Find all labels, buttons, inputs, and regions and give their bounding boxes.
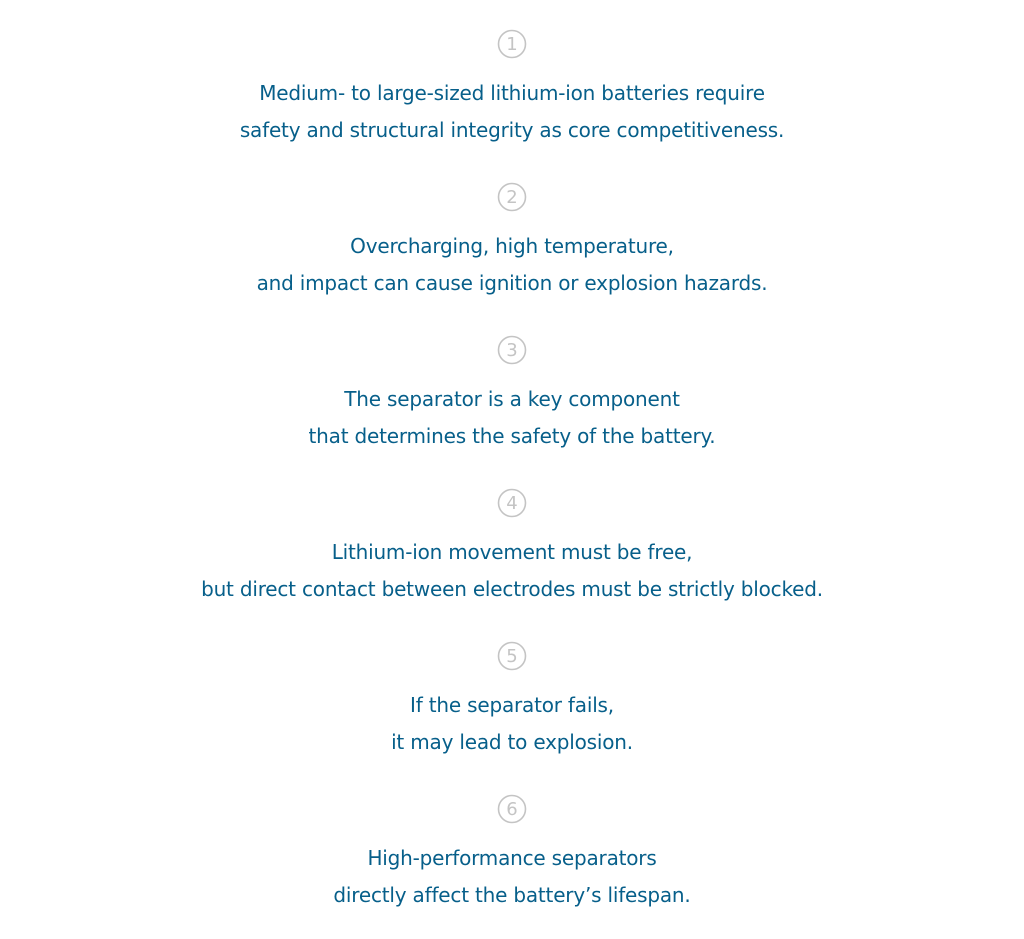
statement-line: that determines the safety of the battery.	[308, 424, 716, 448]
svg-text:5: 5	[506, 646, 518, 667]
circled-number-3-icon	[497, 335, 527, 365]
statement-line: directly affect the battery’s lifespan.	[333, 883, 691, 907]
svg-text:1: 1	[506, 34, 518, 55]
svg-text:6: 6	[506, 799, 518, 820]
statement-line: If the separator fails,	[410, 693, 614, 717]
circled-number-2-icon	[497, 182, 527, 212]
svg-text:4: 4	[506, 493, 518, 514]
svg-text:2: 2	[506, 187, 518, 208]
statement-line: Lithium-ion movement must be free,	[331, 540, 693, 564]
circled-number-5-icon	[497, 641, 527, 671]
statement-line: and impact can cause ignition or explosion hazards.	[256, 271, 768, 295]
statement-line: Overcharging, high temperature,	[350, 234, 674, 258]
circled-number-4-icon	[497, 488, 527, 518]
statement-line: it may lead to explosion.	[391, 730, 633, 754]
statement-line: The separator is a key component	[344, 387, 680, 411]
svg-text:3: 3	[506, 340, 518, 361]
list-item	[0, 488, 1024, 608]
list-item	[0, 794, 1024, 914]
statement-line: High-performance separators	[367, 846, 657, 870]
statement-line: but direct contact between electrodes must be strictly blocked.	[201, 577, 823, 601]
list-item	[0, 641, 1024, 761]
statement-line: safety and structural integrity as core competitiveness.	[239, 118, 785, 142]
circled-number-1-icon	[497, 29, 527, 59]
list-item	[0, 29, 1024, 149]
list-item	[0, 335, 1024, 455]
statement-line: Medium- to large-sized lithium-ion batteries require	[259, 81, 765, 105]
list-item	[0, 182, 1024, 302]
circled-number-6-icon	[497, 794, 527, 824]
